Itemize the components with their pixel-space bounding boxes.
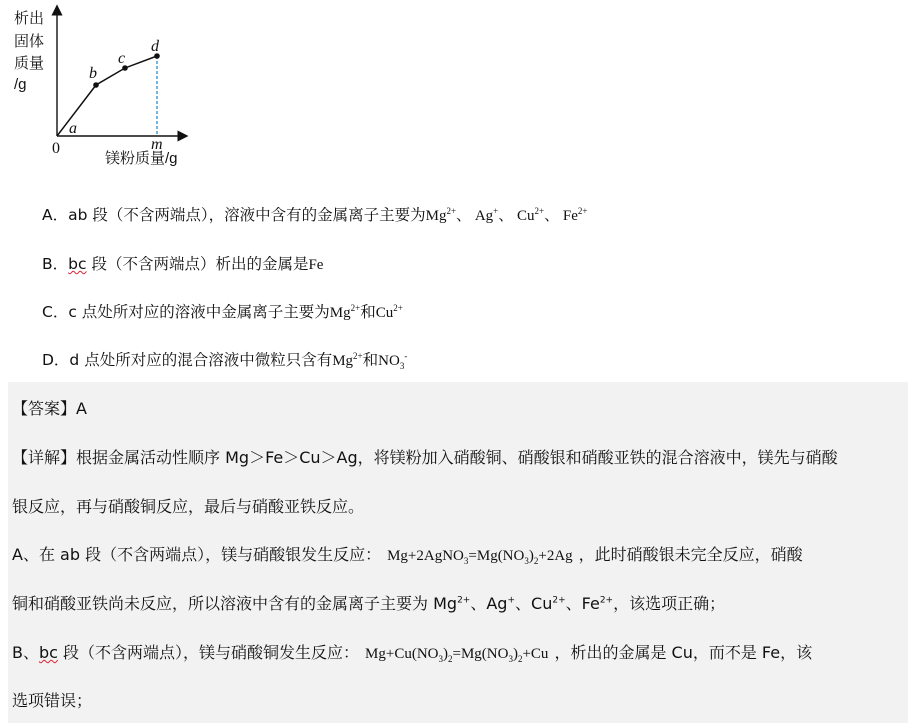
- equation-a: [387, 548, 573, 564]
- ion: Mg: [433, 594, 458, 613]
- y-label-line-3: 质量: [14, 55, 45, 72]
- explanation-b-line-2: [12, 688, 92, 711]
- explanation-a-line-2: [12, 591, 725, 614]
- option-c: [42, 300, 403, 322]
- ion: Cu: [375, 305, 394, 321]
- charge: 2+: [599, 595, 614, 606]
- charge: +: [493, 206, 499, 216]
- eq-part: Mg+Cu(NO: [365, 646, 439, 662]
- point-a-label: a: [69, 120, 77, 137]
- separator: 、: [544, 208, 560, 224]
- ion: Mg: [329, 305, 351, 321]
- explanation-text: 银反应，再与硝酸铜反应，最后与硝酸亚铁反应。: [12, 497, 365, 516]
- answer-panel: [8, 382, 908, 723]
- ion: Fe: [581, 594, 600, 613]
- option-b-text: 段（不含两端点）析出的金属是: [86, 255, 309, 273]
- ion: Fe: [562, 208, 578, 224]
- eq-part: =Mg(NO: [468, 548, 525, 564]
- explanation-b-text: ，析出的金属是 Cu，而不是 Fe，该: [554, 643, 813, 662]
- explanation-a-text: ，该选项正确；: [613, 594, 726, 613]
- eq-sub: 3: [508, 654, 513, 664]
- eq-sub: 3: [524, 556, 529, 566]
- y-label-line-1: 析出: [14, 10, 45, 27]
- eq-sub: 2: [517, 654, 523, 664]
- separator: 、: [515, 594, 532, 613]
- point-b-label: b: [89, 65, 97, 82]
- eq-sub: 2: [533, 556, 539, 566]
- charge: 2+: [457, 595, 471, 606]
- explanation-b-bc: bc: [38, 643, 58, 662]
- eq-part: +2Ag: [538, 548, 573, 564]
- charge: 2+: [577, 206, 588, 216]
- explanation-a-line-1: [12, 542, 803, 565]
- separator: 、: [470, 594, 487, 613]
- answer-label: 【答案】: [12, 399, 77, 418]
- ion: Ag: [486, 594, 508, 613]
- charge: 2+: [446, 206, 457, 216]
- conjunction: 和: [360, 303, 376, 321]
- ion: Cu: [531, 594, 553, 613]
- eq-part: =Mg(NO: [452, 646, 509, 662]
- answer-line: [12, 396, 87, 419]
- charge: 2+: [393, 303, 403, 313]
- explanation-a-text: ，此时硝酸银未完全反应，硝酸: [578, 545, 803, 564]
- separator: 、: [456, 208, 472, 224]
- origin-label: 0: [52, 140, 60, 157]
- y-label-line-2: 固体: [14, 33, 45, 50]
- charge: 2+: [552, 595, 566, 606]
- explanation-a-text: A、在 ab 段（不含两端点），镁与硝酸银发生反应：: [12, 545, 382, 564]
- ion: NO: [378, 353, 400, 369]
- explanation-b-text: B、: [12, 643, 39, 662]
- y-label-line-4: /g: [14, 76, 27, 93]
- explanation-b-line-1: [12, 640, 812, 663]
- option-b-metal: Fe: [308, 257, 324, 273]
- charge: 2+: [353, 351, 363, 361]
- charge: 2+: [534, 206, 545, 216]
- option-c-text: C．c 点处所对应的溶液中金属离子主要为: [42, 303, 330, 321]
- option-d: [42, 348, 407, 370]
- option-b-bc: bc: [68, 255, 87, 273]
- explanation-line-2: [12, 494, 364, 517]
- ion: Cu: [517, 208, 535, 224]
- eq-part: ): [443, 646, 448, 662]
- eq-sub: 2: [448, 654, 453, 664]
- explanation-b-text: 选项错误；: [12, 691, 93, 710]
- explanation-b-text: 段（不含两端点），镁与硝酸铜发生反应：: [57, 643, 360, 662]
- separator: 、: [498, 208, 514, 224]
- ion: Mg: [425, 208, 447, 224]
- mass-graph: [0, 0, 200, 180]
- point-d-label: d: [151, 38, 159, 55]
- explanation-a-text: 铜和硝酸亚铁尚未反应，所以溶液中含有的金属离子主要为: [12, 594, 434, 613]
- charge: 2+: [350, 303, 361, 313]
- ion: Mg: [332, 353, 354, 369]
- eq-part: ): [528, 548, 534, 564]
- charge: -: [404, 351, 408, 361]
- charge: +: [507, 595, 516, 606]
- eq-part: Mg+2AgNO: [387, 548, 464, 564]
- answer-value: A: [76, 399, 87, 418]
- eq-sub: 3: [438, 654, 443, 664]
- explanation-line-1: [12, 445, 838, 468]
- m-label: m: [151, 136, 163, 153]
- option-a-text: A．ab 段（不含两端点），溶液中含有的金属离子主要为: [42, 206, 426, 224]
- ion: Ag: [474, 208, 494, 224]
- option-a: [42, 203, 587, 225]
- explanation-text: 根据金属活动性顺序 Mg＞Fe＞Cu＞Ag，将镁粉加入硝酸铜、硝酸银和硝酸亚铁的混合溶液中，镁先与硝酸: [76, 448, 838, 467]
- option-b: [42, 252, 323, 274]
- conjunction: 和: [362, 351, 379, 369]
- eq-part: +Cu: [522, 646, 549, 662]
- separator: 、: [565, 594, 582, 613]
- option-b-prefix: B．: [42, 255, 69, 273]
- eq-part: ): [512, 646, 518, 662]
- point-c-label: c: [118, 50, 126, 67]
- x-axis-label: 镁粉质量/g: [105, 150, 178, 167]
- subscript: 3: [399, 361, 405, 371]
- equation-b: [365, 646, 548, 662]
- eq-sub: 3: [463, 556, 469, 566]
- point-b-dot: [93, 82, 99, 88]
- option-d-text: D．d 点处所对应的混合溶液中微粒只含有: [42, 351, 333, 369]
- explanation-label: 【详解】: [12, 448, 77, 467]
